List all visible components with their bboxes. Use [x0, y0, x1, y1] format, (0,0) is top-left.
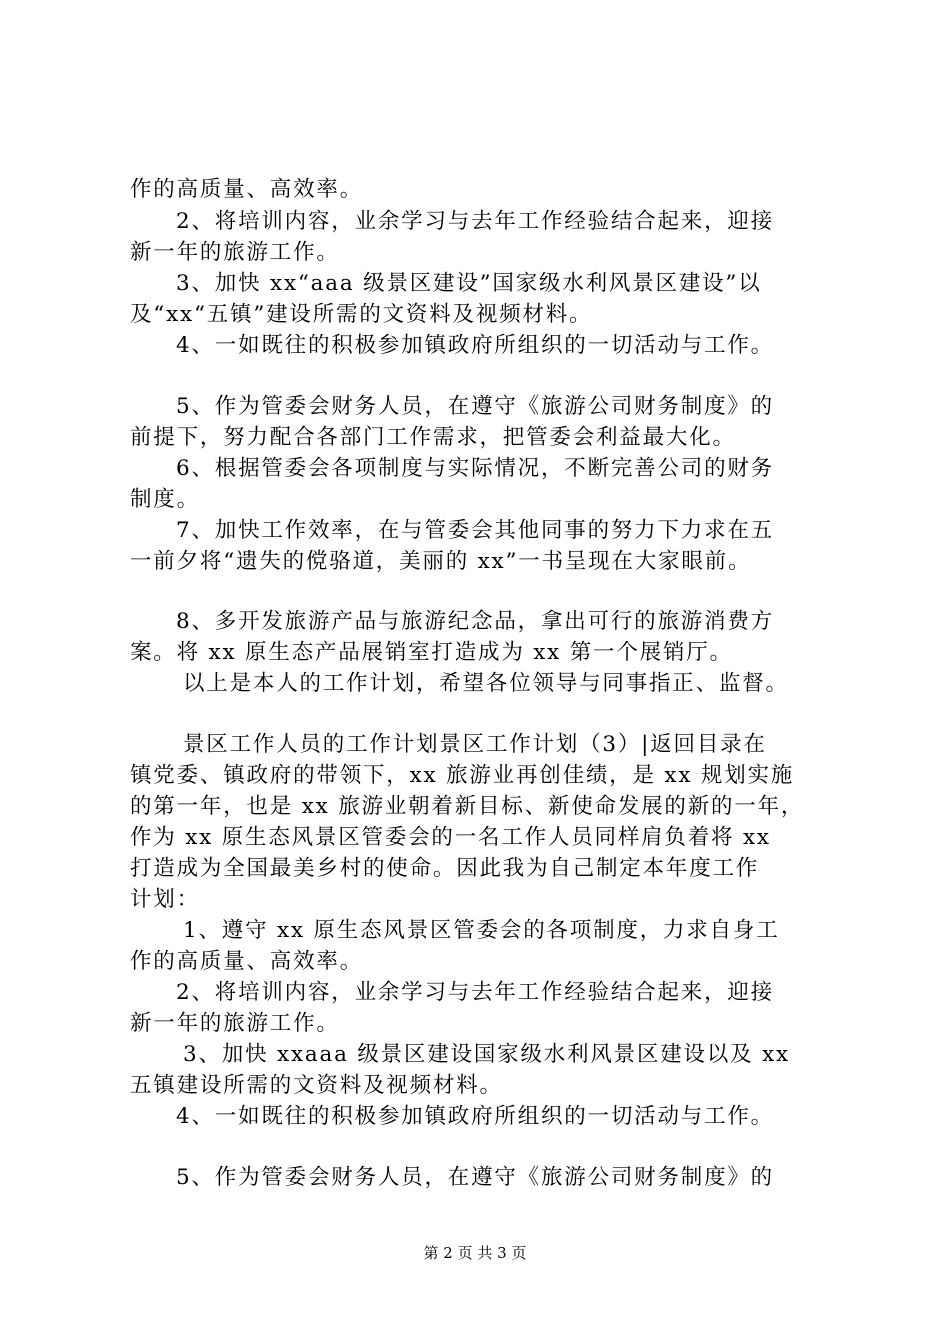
text-line: 4、一如既往的积极参加镇政府所组织的一切活动与工作。: [176, 1104, 774, 1129]
text-line: 以上是本人的工作计划，希望各位领导与同事指正、监督。: [183, 671, 789, 696]
text-line: 6、根据管委会各项制度与实际情况，不断完善公司的财务: [176, 456, 774, 481]
text-line: 景区工作人员的工作计划景区工作计划（3）|返回目录在: [183, 732, 767, 757]
text-line: 8、多开发旅游产品与旅游纪念品，拿出可行的旅游消费方: [176, 609, 774, 634]
text-line: 前提下，努力配合各部门工作需求，把管委会利益最大化。: [130, 425, 736, 450]
text-line: 案。将 xx 原生态产品展销室打造成为 xx 第一个展销厅。: [130, 640, 733, 665]
text-line: 新一年的旅游工作。: [130, 1011, 340, 1036]
text-line: 3、加快 xxaaa 级景区建设国家级水利风景区建设以及 xx: [183, 1042, 790, 1067]
text-line: 一前夕将“遗失的傥骆道，美丽的 xx”一书呈现在大家眼前。: [130, 549, 752, 574]
text-line: 五镇建设所需的文资料及视频材料。: [130, 1073, 503, 1098]
text-line: 7、加快工作效率，在与管委会其他同事的努力下力求在五: [176, 518, 774, 543]
text-line: 作的高质量、高效率。: [130, 177, 364, 202]
text-line: 新一年的旅游工作。: [130, 240, 340, 265]
text-line: 打造成为全国最美乡村的使命。因此我为自己制定本年度工作: [130, 856, 760, 881]
text-line: 2、将培训内容，业余学习与去年工作经验结合起来，迎接: [176, 980, 774, 1005]
text-line: 镇党委、镇政府的带领下，xx 旅游业再创佳绩，是 xx 规划实施: [130, 763, 795, 788]
page-number-footer: 第 2 页 共 3 页: [423, 1244, 527, 1262]
text-line: 1、遵守 xx 原生态风景区管委会的各项制度，力求自身工: [183, 918, 780, 943]
text-line: 5、作为管委会财务人员，在遵守《旅游公司财务制度》的: [176, 394, 774, 419]
text-line: 及“xx“五镇”建设所需的文资料及视频材料。: [130, 302, 593, 327]
text-line: 计划：: [130, 887, 200, 912]
text-line: 作为 xx 原生态风景区管委会的一名工作人员同样肩负着将 xx: [130, 825, 771, 850]
text-line: 5、作为管委会财务人员，在遵守《旅游公司财务制度》的: [176, 1165, 774, 1190]
text-line: 作的高质量、高效率。: [130, 949, 364, 974]
text-line: 制度。: [130, 487, 200, 512]
text-line: 3、加快 xx“aaa 级景区建设”国家级水利风景区建设”以: [176, 271, 762, 296]
text-line: 4、一如既往的积极参加镇政府所组织的一切活动与工作。: [176, 333, 774, 358]
text-line: 2、将培训内容，业余学习与去年工作经验结合起来，迎接: [176, 209, 774, 234]
text-line: 的第一年，也是 xx 旅游业朝着新目标、新使命发展的新的一年，: [130, 794, 805, 819]
